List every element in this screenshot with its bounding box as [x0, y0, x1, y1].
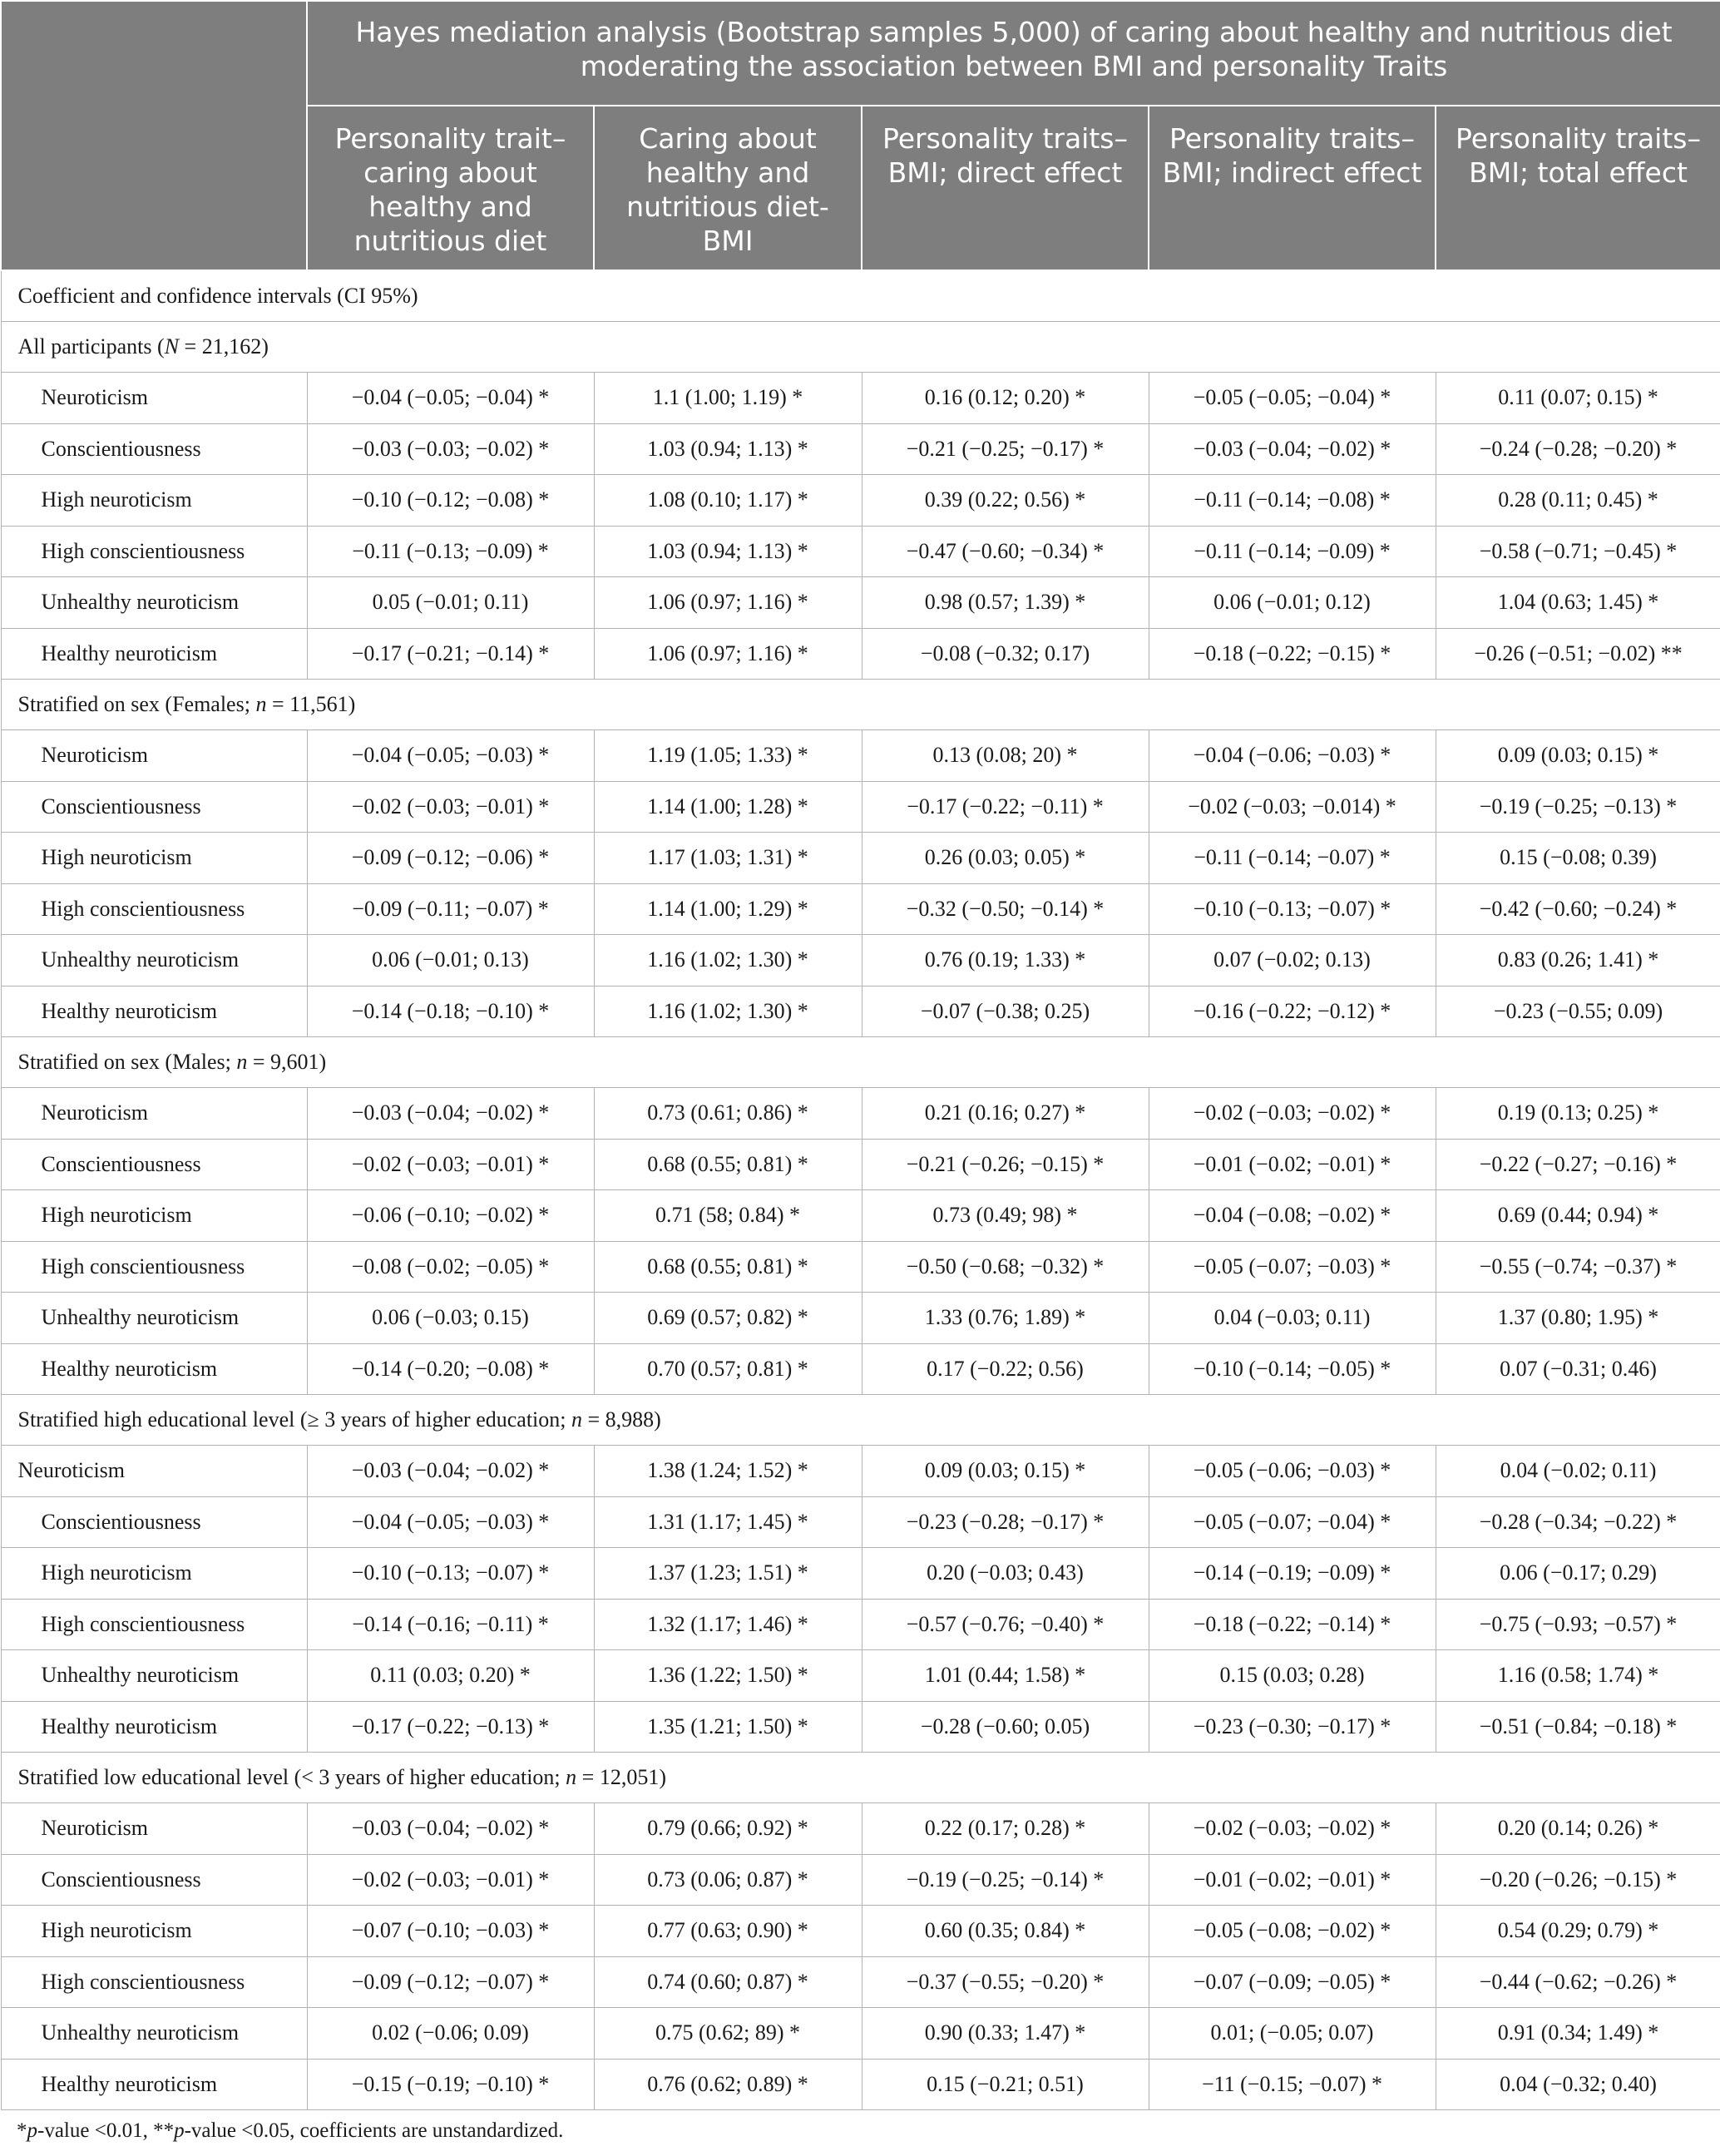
table-cell: −0.75 (−0.93; −0.57) *	[1436, 1599, 1720, 1650]
table-cell: 0.19 (0.13; 0.25) *	[1436, 1088, 1720, 1140]
table-cell: −0.28 (−0.60; 0.05)	[862, 1701, 1149, 1753]
table-row	[1, 781, 1720, 833]
table-cell: −0.17 (−0.22; −0.13) *	[307, 1701, 594, 1753]
table-row	[1, 986, 1720, 1037]
table-cell: 0.79 (0.66; 0.92) *	[594, 1803, 862, 1855]
table-cell: 1.35 (1.21; 1.50) *	[594, 1701, 862, 1753]
table-cell: −0.58 (−0.71; −0.45) *	[1436, 526, 1720, 577]
table-cell: −0.11 (−0.14; −0.07) *	[1149, 833, 1436, 884]
table-cell: 0.01; (−0.05; 0.07)	[1149, 2008, 1436, 2060]
section-title-text: Stratified on sex (Females;	[17, 692, 256, 716]
row-label: High neuroticism	[1, 1906, 307, 1957]
table-cell: 0.06 (−0.03; 0.15)	[307, 1293, 594, 1344]
row-label: Unhealthy neuroticism	[1, 1650, 307, 1702]
table-cell: 0.83 (0.26; 1.41) *	[1436, 935, 1720, 987]
table-cell: −0.24 (−0.28; −0.20) *	[1436, 423, 1720, 475]
table-cell: −0.18 (−0.22; −0.14) *	[1149, 1599, 1436, 1650]
table-cell: −0.51 (−0.84; −0.18) *	[1436, 1701, 1720, 1753]
table-cell: −0.01 (−0.02; −0.01) *	[1149, 1854, 1436, 1906]
row-label: Healthy neuroticism	[1, 1343, 307, 1395]
table-cell: −0.07 (−0.38; 0.25)	[862, 986, 1149, 1037]
row-label: High neuroticism	[1, 1548, 307, 1600]
table-cell: −0.21 (−0.26; −0.15) *	[862, 1139, 1149, 1190]
table-cell: 0.68 (0.55; 0.81) *	[594, 1139, 862, 1190]
table-cell: 0.11 (0.07; 0.15) *	[1436, 373, 1720, 424]
table-cell: 0.21 (0.16; 0.27) *	[862, 1088, 1149, 1140]
row-label: Conscientiousness	[1, 1496, 307, 1548]
table-cell: −0.05 (−0.08; −0.02) *	[1149, 1906, 1436, 1957]
table-cell: 0.16 (0.12; 0.20) *	[862, 373, 1149, 424]
table-row	[1, 2008, 1720, 2060]
table-cell: 0.71 (58; 0.84) *	[594, 1190, 862, 1242]
table-cell: −0.14 (−0.16; −0.11) *	[307, 1599, 594, 1650]
table-cell: 0.04 (−0.03; 0.11)	[1149, 1293, 1436, 1344]
table-cell: −0.55 (−0.74; −0.37) *	[1436, 1241, 1720, 1293]
table-cell: −0.10 (−0.12; −0.08) *	[307, 475, 594, 527]
table-row	[1, 373, 1720, 424]
table-cell: −0.02 (−0.03; −0.01) *	[307, 1854, 594, 1906]
section-title	[1, 1753, 1720, 1803]
table-row	[1, 1803, 1720, 1855]
row-label: High conscientiousness	[1, 1241, 307, 1293]
row-label: High neuroticism	[1, 1190, 307, 1242]
table-row	[1, 1599, 1720, 1650]
table-cell: −0.21 (−0.25; −0.17) *	[862, 423, 1149, 475]
table-cell: −0.01 (−0.02; −0.01) *	[1149, 1139, 1436, 1190]
table-cell: −0.15 (−0.19; −0.10) *	[307, 2059, 594, 2110]
table-cell: −0.02 (−0.03; −0.02) *	[1149, 1803, 1436, 1855]
table-cell: 0.75 (0.62; 89) *	[594, 2008, 862, 2060]
table-cell: 0.15 (−0.08; 0.39)	[1436, 833, 1720, 884]
table-cell: 0.04 (−0.02; 0.11)	[1436, 1446, 1720, 1497]
row-label: Neuroticism	[1, 1803, 307, 1855]
table-row	[1, 526, 1720, 577]
table-row	[1, 1241, 1720, 1293]
table-cell: 1.36 (1.22; 1.50) *	[594, 1650, 862, 1702]
table-cell: −11 (−0.15; −0.07) *	[1149, 2059, 1436, 2110]
row-label: Conscientiousness	[1, 781, 307, 833]
table-row	[1, 730, 1720, 782]
table-cell: 1.19 (1.05; 1.33) *	[594, 730, 862, 782]
column-header: Personality traits–BMI; direct effect	[862, 106, 1149, 270]
table-body	[1, 270, 1720, 2110]
table-cell: 0.74 (0.60; 0.87) *	[594, 1956, 862, 2008]
table-cell: −0.04 (−0.05; −0.03) *	[307, 1496, 594, 1548]
footnote-p-symbol: p	[174, 2119, 185, 2142]
table-cell: 1.08 (0.10; 1.17) *	[594, 475, 862, 527]
table-cell: 1.37 (0.80; 1.95) *	[1436, 1293, 1720, 1344]
table-row	[1, 1650, 1720, 1702]
table-cell: −0.09 (−0.12; −0.06) *	[307, 833, 594, 884]
table-cell: −0.08 (−0.02; −0.05) *	[307, 1241, 594, 1293]
table-cell: 0.68 (0.55; 0.81) *	[594, 1241, 862, 1293]
table-cell: −0.02 (−0.03; −0.014) *	[1149, 781, 1436, 833]
section-sample-size: = 9,601)	[247, 1050, 327, 1074]
table-cell: −0.50 (−0.68; −0.32) *	[862, 1241, 1149, 1293]
table-cell: −0.23 (−0.28; −0.17) *	[862, 1496, 1149, 1548]
table-cell: −0.07 (−0.09; −0.05) *	[1149, 1956, 1436, 2008]
footnote-text-part1: -value <0.01, **	[37, 2119, 175, 2142]
table-cell: 0.28 (0.11; 0.45) *	[1436, 475, 1720, 527]
table-cell: −0.10 (−0.14; −0.05) *	[1149, 1343, 1436, 1395]
header-span-title: Hayes mediation analysis (Bootstrap samples 5,000) of caring about healthy and nutritious diet moderating the association between BMI and personality Traits	[307, 1, 1720, 106]
table-cell: −0.14 (−0.19; −0.09) *	[1149, 1548, 1436, 1600]
row-label: Neuroticism	[1, 1446, 307, 1497]
table-row	[1, 935, 1720, 987]
footnote-p-symbol: p	[27, 2119, 37, 2142]
table-cell: −0.18 (−0.22; −0.15) *	[1149, 628, 1436, 680]
table-cell: −0.11 (−0.14; −0.08) *	[1149, 475, 1436, 527]
table-cell: 1.06 (0.97; 1.16) *	[594, 577, 862, 629]
table-cell: 0.15 (0.03; 0.28)	[1149, 1650, 1436, 1702]
table-cell: 1.14 (1.00; 1.28) *	[594, 781, 862, 833]
table-cell: 0.98 (0.57; 1.39) *	[862, 577, 1149, 629]
table-row	[1, 1956, 1720, 2008]
row-label: High neuroticism	[1, 475, 307, 527]
section-title	[1, 1395, 1720, 1446]
table-row	[1, 423, 1720, 475]
table-row	[1, 577, 1720, 629]
table-cell: −0.17 (−0.21; −0.14) *	[307, 628, 594, 680]
table-row	[1, 883, 1720, 935]
table-row	[1, 1906, 1720, 1957]
section-header-row	[1, 322, 1720, 373]
footnote-star: *	[17, 2119, 27, 2142]
section-sample-symbol: n	[566, 1765, 577, 1789]
table-cell: 0.11 (0.03; 0.20) *	[307, 1650, 594, 1702]
table-cell: 0.04 (−0.32; 0.40)	[1436, 2059, 1720, 2110]
table-cell: −0.37 (−0.55; −0.20) *	[862, 1956, 1149, 2008]
table-cell: 0.60 (0.35; 0.84) *	[862, 1906, 1149, 1957]
column-header: Caring about healthy and nutritious diet-BMI	[594, 106, 862, 270]
table-cell: 1.17 (1.03; 1.31) *	[594, 833, 862, 884]
table-cell: −0.09 (−0.11; −0.07) *	[307, 883, 594, 935]
table-cell: 1.31 (1.17; 1.45) *	[594, 1496, 862, 1548]
table-cell: −0.19 (−0.25; −0.14) *	[862, 1854, 1149, 1906]
row-label: Neuroticism	[1, 1088, 307, 1140]
row-label: Unhealthy neuroticism	[1, 577, 307, 629]
row-label: Conscientiousness	[1, 1139, 307, 1190]
table-cell: 0.77 (0.63; 0.90) *	[594, 1906, 862, 1957]
table-cell: −0.08 (−0.32; 0.17)	[862, 628, 1149, 680]
table-cell: 1.33 (0.76; 1.89) *	[862, 1293, 1149, 1344]
table-cell: 0.54 (0.29; 0.79) *	[1436, 1906, 1720, 1957]
table-cell: 1.1 (1.00; 1.19) *	[594, 373, 862, 424]
table-cell: −0.44 (−0.62; −0.26) *	[1436, 1956, 1720, 2008]
section-sample-symbol: N	[164, 334, 180, 359]
table-cell: −0.14 (−0.18; −0.10) *	[307, 986, 594, 1037]
section-header-row	[1, 1395, 1720, 1446]
ci-caption: Coefficient and confidence intervals (CI 95%)	[1, 270, 1720, 322]
table-cell: −0.02 (−0.03; −0.01) *	[307, 1139, 594, 1190]
column-header: Personality traits–BMI; indirect effect	[1149, 106, 1436, 270]
table-cell: −0.02 (−0.03; −0.01) *	[307, 781, 594, 833]
row-label: Healthy neuroticism	[1, 1701, 307, 1753]
row-label: High conscientiousness	[1, 1599, 307, 1650]
table-cell: −0.16 (−0.22; −0.12) *	[1149, 986, 1436, 1037]
table-cell: −0.22 (−0.27; −0.16) *	[1436, 1139, 1720, 1190]
table-cell: 0.70 (0.57; 0.81) *	[594, 1343, 862, 1395]
table-cell: 0.73 (0.49; 98) *	[862, 1190, 1149, 1242]
table-row	[1, 1343, 1720, 1395]
table-cell: 0.09 (0.03; 0.15) *	[1436, 730, 1720, 782]
table-cell: 1.06 (0.97; 1.16) *	[594, 628, 862, 680]
table-cell: −0.32 (−0.50; −0.14) *	[862, 883, 1149, 935]
table-cell: −0.10 (−0.13; −0.07) *	[307, 1548, 594, 1600]
section-title-text: Stratified on sex (Males;	[17, 1050, 237, 1074]
table-cell: −0.23 (−0.30; −0.17) *	[1149, 1701, 1436, 1753]
section-sample-size: = 8,988)	[582, 1407, 661, 1432]
table-cell: −0.04 (−0.06; −0.03) *	[1149, 730, 1436, 782]
row-label: Unhealthy neuroticism	[1, 935, 307, 987]
table-cell: −0.04 (−0.08; −0.02) *	[1149, 1190, 1436, 1242]
table-cell: −0.05 (−0.06; −0.03) *	[1149, 1446, 1436, 1497]
table-cell: −0.05 (−0.07; −0.04) *	[1149, 1496, 1436, 1548]
table-cell: 0.13 (0.08; 20) *	[862, 730, 1149, 782]
table-cell: 0.06 (−0.01; 0.12)	[1149, 577, 1436, 629]
table-cell: 0.26 (0.03; 0.05) *	[862, 833, 1149, 884]
table-cell: 0.91 (0.34; 1.49) *	[1436, 2008, 1720, 2060]
table-cell: 0.76 (0.62; 0.89) *	[594, 2059, 862, 2110]
table-cell: 0.90 (0.33; 1.47) *	[862, 2008, 1149, 2060]
table-cell: 1.38 (1.24; 1.52) *	[594, 1446, 862, 1497]
section-title	[1, 680, 1720, 730]
table-cell: 0.06 (−0.17; 0.29)	[1436, 1548, 1720, 1600]
row-label: High neuroticism	[1, 833, 307, 884]
table-cell: 1.16 (1.02; 1.30) *	[594, 935, 862, 987]
table-cell: 1.01 (0.44; 1.58) *	[862, 1650, 1149, 1702]
table-cell: −0.04 (−0.05; −0.04) *	[307, 373, 594, 424]
table-cell: −0.09 (−0.12; −0.07) *	[307, 1956, 594, 2008]
row-label: Healthy neuroticism	[1, 986, 307, 1037]
table-row	[1, 628, 1720, 680]
table-cell: 0.76 (0.19; 1.33) *	[862, 935, 1149, 987]
table-cell: −0.03 (−0.04; −0.02) *	[307, 1446, 594, 1497]
table-cell: −0.19 (−0.25; −0.13) *	[1436, 781, 1720, 833]
table-cell: 0.73 (0.06; 0.87) *	[594, 1854, 862, 1906]
table-cell: −0.03 (−0.04; −0.02) *	[307, 1088, 594, 1140]
table-cell: −0.03 (−0.03; −0.02) *	[307, 423, 594, 475]
section-sample-symbol: n	[236, 1050, 248, 1074]
table-cell: −0.03 (−0.04; −0.02) *	[307, 1803, 594, 1855]
column-header: Personality traits–BMI; total effect	[1436, 106, 1720, 270]
table-cell: 0.05 (−0.01; 0.11)	[307, 577, 594, 629]
table-cell: −0.14 (−0.20; −0.08) *	[307, 1343, 594, 1395]
table-cell: 0.09 (0.03; 0.15) *	[862, 1446, 1149, 1497]
section-header-row	[1, 1753, 1720, 1803]
table-row	[1, 1190, 1720, 1242]
table-cell: −0.05 (−0.07; −0.03) *	[1149, 1241, 1436, 1293]
table-footnote	[17, 2119, 563, 2143]
table-cell: −0.06 (−0.10; −0.02) *	[307, 1190, 594, 1242]
section-header-row	[1, 680, 1720, 730]
section-title-text: Stratified low educational level (< 3 years of higher education;	[17, 1765, 566, 1789]
table-cell: 0.39 (0.22; 0.56) *	[862, 475, 1149, 527]
table-cell: 0.20 (−0.03; 0.43)	[862, 1548, 1149, 1600]
table-cell: 0.15 (−0.21; 0.51)	[862, 2059, 1149, 2110]
table-cell: 1.14 (1.00; 1.29) *	[594, 883, 862, 935]
table-row	[1, 1446, 1720, 1497]
table-cell: 1.16 (1.02; 1.30) *	[594, 986, 862, 1037]
table-row	[1, 1139, 1720, 1190]
table-cell: 1.03 (0.94; 1.13) *	[594, 526, 862, 577]
table-row	[1, 1088, 1720, 1140]
table-cell: −0.02 (−0.03; −0.02) *	[1149, 1088, 1436, 1140]
table-cell: −0.47 (−0.60; −0.34) *	[862, 526, 1149, 577]
section-sample-symbol: n	[571, 1407, 582, 1432]
table-row	[1, 1854, 1720, 1906]
section-title	[1, 322, 1720, 373]
table-cell: 0.07 (−0.31; 0.46)	[1436, 1343, 1720, 1395]
row-label: High conscientiousness	[1, 526, 307, 577]
section-title	[1, 1037, 1720, 1088]
table-cell: 0.69 (0.44; 0.94) *	[1436, 1190, 1720, 1242]
table-cell: 0.07 (−0.02; 0.13)	[1149, 935, 1436, 987]
table-cell: −0.28 (−0.34; −0.22) *	[1436, 1496, 1720, 1548]
table-row	[1, 2059, 1720, 2110]
row-label: Unhealthy neuroticism	[1, 2008, 307, 2060]
table-cell: −0.26 (−0.51; −0.02) **	[1436, 628, 1720, 680]
section-sample-size: = 12,051)	[576, 1765, 666, 1789]
table-cell: −0.11 (−0.14; −0.09) *	[1149, 526, 1436, 577]
footnote-text-part2: -value <0.05, coefficients are unstandardized.	[184, 2119, 564, 2142]
row-label: High conscientiousness	[1, 883, 307, 935]
table-row	[1, 1496, 1720, 1548]
table-cell: 0.73 (0.61; 0.86) *	[594, 1088, 862, 1140]
table-header	[1, 1, 1720, 270]
table-row	[1, 1548, 1720, 1600]
table-cell: 0.17 (−0.22; 0.56)	[862, 1343, 1149, 1395]
table-cell: −0.04 (−0.05; −0.03) *	[307, 730, 594, 782]
section-title-text: All participants (	[17, 334, 165, 359]
table-row	[1, 475, 1720, 527]
table-cell: 1.32 (1.17; 1.46) *	[594, 1599, 862, 1650]
row-label: Neuroticism	[1, 373, 307, 424]
column-header: Personality trait–caring about healthy and nutritious diet	[307, 106, 594, 270]
row-label: Healthy neuroticism	[1, 628, 307, 680]
section-sample-symbol: n	[255, 692, 267, 716]
table-row	[1, 1701, 1720, 1753]
section-sample-size: = 21,162)	[179, 334, 269, 359]
table-cell: −0.03 (−0.04; −0.02) *	[1149, 423, 1436, 475]
row-label: Healthy neuroticism	[1, 2059, 307, 2110]
table-cell: −0.05 (−0.05; −0.04) *	[1149, 373, 1436, 424]
table-cell: −0.17 (−0.22; −0.11) *	[862, 781, 1149, 833]
row-label: High conscientiousness	[1, 1956, 307, 2008]
table-cell: 1.16 (0.58; 1.74) *	[1436, 1650, 1720, 1702]
table-cell: 1.03 (0.94; 1.13) *	[594, 423, 862, 475]
table-cell: 1.37 (1.23; 1.51) *	[594, 1548, 862, 1600]
header-corner-cell	[1, 1, 307, 270]
table-cell: 1.04 (0.63; 1.45) *	[1436, 577, 1720, 629]
table-cell: −0.10 (−0.13; −0.07) *	[1149, 883, 1436, 935]
table-cell: −0.42 (−0.60; −0.24) *	[1436, 883, 1720, 935]
table-cell: −0.11 (−0.13; −0.09) *	[307, 526, 594, 577]
row-label: Unhealthy neuroticism	[1, 1293, 307, 1344]
table-cell: −0.23 (−0.55; 0.09)	[1436, 986, 1720, 1037]
table-cell: 0.02 (−0.06; 0.09)	[307, 2008, 594, 2060]
table-cell: 0.22 (0.17; 0.28) *	[862, 1803, 1149, 1855]
table-cell: −0.57 (−0.76; −0.40) *	[862, 1599, 1149, 1650]
row-label: Conscientiousness	[1, 1854, 307, 1906]
ci-caption-row	[1, 270, 1720, 322]
section-sample-size: = 11,561)	[266, 692, 356, 716]
table-cell: −0.20 (−0.26; −0.15) *	[1436, 1854, 1720, 1906]
table-cell: 0.20 (0.14; 0.26) *	[1436, 1803, 1720, 1855]
table-row	[1, 833, 1720, 884]
row-label: Neuroticism	[1, 730, 307, 782]
table-cell: 0.06 (−0.01; 0.13)	[307, 935, 594, 987]
section-title-text: Stratified high educational level (≥ 3 years of higher education;	[17, 1407, 571, 1432]
table-row	[1, 1293, 1720, 1344]
table-cell: −0.07 (−0.10; −0.03) *	[307, 1906, 594, 1957]
row-label: Conscientiousness	[1, 423, 307, 475]
table-cell: 0.69 (0.57; 0.82) *	[594, 1293, 862, 1344]
section-header-row	[1, 1037, 1720, 1088]
